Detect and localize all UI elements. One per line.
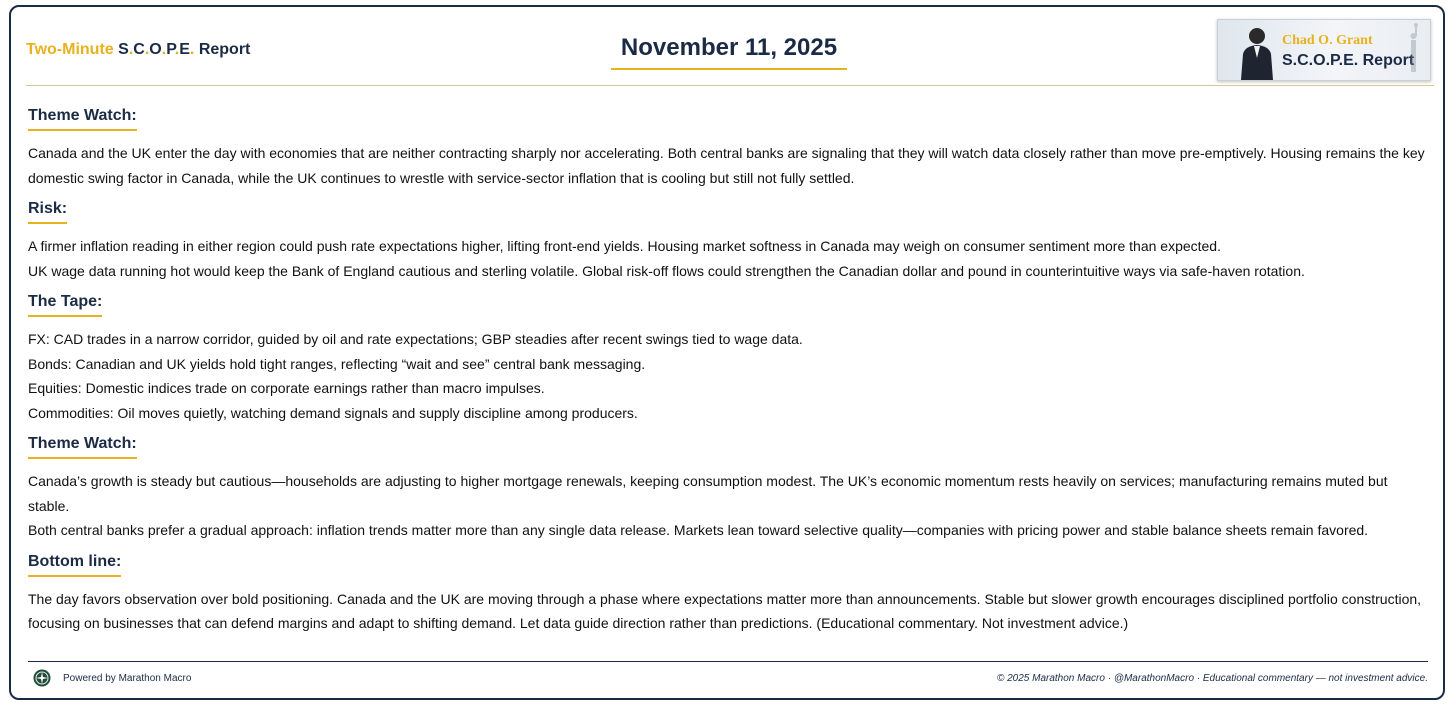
section-theme-watch-2 [28,431,1429,543]
report-body [28,103,1429,642]
brand-suffix: Report [198,41,251,58]
brand-letter: S [118,41,129,58]
section-heading: Theme Watch: [28,434,137,459]
brand-scope: S.C.O.P.E. [118,41,195,58]
report-date: November 11, 2025 [611,34,847,70]
report-header [11,7,1443,87]
section-paragraph: FX: CAD trades in a narrow corridor, guided by oil and rate expectations; GBP steadies after recent swings tied to wage data. [28,331,803,347]
section-theme-watch [28,103,1429,190]
section-paragraph: UK wage data running hot would keep the Bank of England cautious and sterling volatile. Global risk-off flows could strengthen the Canadian dollar and pound in counterintuitive ways via safe-haven rotation. [28,262,1305,279]
header-divider [26,85,1434,86]
section-the-tape [28,289,1429,425]
section-paragraph: Canada’s growth is steady but cautious—households are adjusting to higher mortgage renewals, keeping consumption modest. The UK’s economic momentum rests heavily on services; manufacturing remains muted but stable. [28,473,1388,514]
section-heading: Theme Watch: [28,106,137,131]
section-paragraph: Equities: Domestic indices trade on corporate earnings rather than macro impulses. [28,380,545,396]
brand-letter: C [133,41,145,58]
brand-letter: E [179,41,190,58]
brand-title [26,41,250,59]
section-paragraph: The day favors observation over bold positioning. Canada and the UK are moving through a phase where expectations matter more than announcements. Stable but slower growth encourages disciplined portfolio construction, focusing on businesses that can defend margins and adapt to shifting demand. Let data guide direction rather than predictions. (Educational commentary. Not investment advice.) [28,590,1422,631]
section-heading: Risk: [28,199,67,224]
section-paragraph: Canada and the UK enter the day with economies that are neither contracting sharply nor accelerating. Both central banks are signaling that they will watch data closely rather than move pre-emptively. Housing remains the key domestic swing factor in Canada, while the UK continues to wrestle with service-sector inflation that is cooling but still not fully settled. [28,145,1425,186]
section-paragraph: Commodities: Oil moves quietly, watching demand signals and supply discipline among producers. [28,404,638,421]
section-paragraph: Both central banks prefer a gradual approach: inflation trends matter more than any single data release. Markets lean toward selective quality—companies with pricing power and stable balance sheets remain favored. [28,522,1369,538]
author-name: Chad O. Grant [1282,33,1373,48]
powered-by-text: Powered by Marathon Macro [63,672,192,684]
section-paragraph: Bonds: Canadian and UK yields hold tight ranges, reflecting “wait and see” central bank messaging. [28,355,646,372]
marathon-macro-logo-icon [33,669,51,687]
brand-letter: O [149,41,162,58]
section-risk [28,196,1429,283]
footer-copyright: © 2025 Marathon Macro · @MarathonMacro · Educational commentary — not investment advice. [996,673,1428,684]
brand-prefix: Two-Minute [26,41,114,58]
section-bottom-line [28,549,1429,636]
report-card [9,5,1445,700]
section-paragraph: A firmer inflation reading in either region could push rate expectations higher, lifting front-end yields. Housing market softness in Canada may weigh on consumer sentiment more than expected. [28,238,1221,254]
author-logo-card [1217,19,1431,81]
footer-powered-by [33,669,191,687]
author-report-title: S.C.O.P.E. Report [1282,52,1415,69]
statue-icon [1404,22,1422,72]
author-photo-icon [1238,24,1276,80]
section-heading: The Tape: [28,292,102,317]
footer-divider [28,661,1428,662]
brand-letter: P [166,41,175,58]
section-heading: Bottom line: [28,552,121,577]
